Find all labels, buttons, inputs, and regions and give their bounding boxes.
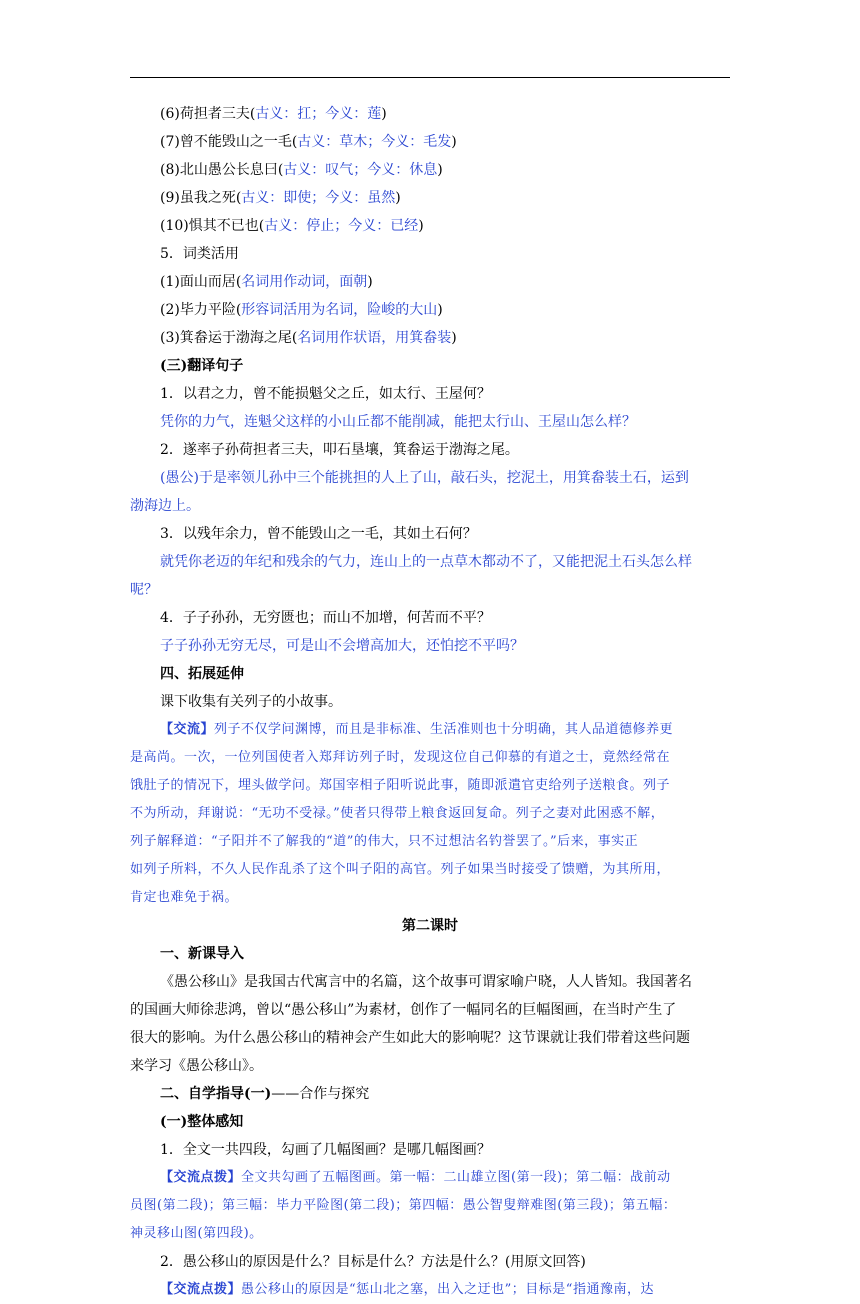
overview-heading: (一)整体感知 [160, 1114, 244, 1130]
vocab-item: (7)曾不能毁山之一毛(古义：草木；今义：毛发) [160, 134, 457, 150]
answer-2-line: 【交流点拨】愚公移山的原因是“惩山北之塞，出入之迂也”；目标是“指通豫南，达 [160, 1282, 654, 1297]
word-class-item: (2)毕力平险(形容词活用为名词，险峻的大山) [160, 302, 443, 318]
translate-answer: 就凭你老迈的年纪和残余的气力，连山上的一点草木都动不了，又能把泥土石头怎么样 [160, 554, 692, 570]
vocab-item: (6)荷担者三夫(古义：扛；今义：莲) [160, 106, 387, 122]
translate-answer: 子子孙孙无穷无尽，可是山不会增高加大，还怕挖不平吗？ [160, 638, 524, 654]
intro-line: 来学习《愚公移山》。 [130, 1058, 263, 1074]
extend-line: 列子解释道：“子阳并不了解我的“道”的伟大，只不过想沽名钓誉罢了。”后来，事实正 [130, 834, 639, 849]
answer-1-line: 神灵移山图(第四段)。 [130, 1226, 263, 1241]
intro-heading: 一、新课导入 [160, 946, 244, 962]
extend-line: 是高尚。一次，一位列国使者入郑拜访列子时，发现这位自己仰慕的有道之士，竟然经常在 [130, 750, 671, 765]
extend-line: 不为所动，拜谢说：“无功不受禄。”使者只得带上粮食返回复命。列子之妻对此困惑不解， [130, 806, 665, 821]
vocab-item: (9)虽我之死(古义：即使；今义：虽然) [160, 190, 401, 206]
document-page [130, 100, 730, 1304]
translate-answer-cont: 呢？ [130, 582, 158, 598]
question-2: 2．愚公移山的原因是什么？目标是什么？方法是什么？(用原文回答) [160, 1254, 586, 1270]
translate-answer: (愚公)于是率领儿孙中三个能挑担的人上了山，敲石头，挖泥土，用箕畚装土石，运到 [160, 470, 689, 486]
translate-answer: 凭你的力气，连魁父这样的小山丘都不能削减，能把太行山、王屋山怎么样？ [160, 414, 636, 430]
vocab-item: (10)惧其不已也(古义：停止；今义：已经) [160, 218, 424, 234]
question-1: 1．全文一共四段，勾画了几幅图画？是哪几幅图画？ [160, 1142, 491, 1158]
extend-line: 肯定也难免于祸。 [130, 890, 239, 905]
extend-line: 饿肚子的情况下，埋头做学问。郑国宰相子阳听说此事，随即派遣官吏给列子送粮食。列子 [130, 778, 671, 793]
translate-question: 4．子子孙孙，无穷匮也；而山不加增，何苦而不平？ [160, 610, 491, 626]
intro-line: 很大的影响。为什么愚公移山的精神会产生如此大的影响呢？这节课就让我们带着这些问题 [130, 1030, 690, 1046]
answer-1-line: 员图(第二段)；第三幅：毕力平险图(第二段)；第四幅：愚公智叟辩难图(第三段)；第五幅： [130, 1198, 677, 1213]
intro-line: 《愚公移山》是我国古代寓言中的名篇，这个故事可谓家喻户晓，人人皆知。我国著名 [160, 974, 692, 990]
extend-line: 【交流】列子不仅学问渊博，而且是非标准、生活准则也十分明确，其人品道德修养更 [160, 722, 674, 737]
word-class-item: (3)箕畚运于渤海之尾(名词用作状语，用箕畚装) [160, 330, 457, 346]
lesson-title: 第二课时 [402, 918, 458, 934]
translate-heading: (三)翻译句子 [160, 358, 244, 374]
extend-prompt: 课下收集有关列子的小故事。 [160, 694, 342, 710]
translate-question: 2．遂率子孙荷担者三夫，叩石垦壤，箕畚运于渤海之尾。 [160, 442, 519, 458]
section-title-word-class: 5．词类活用 [160, 246, 239, 262]
extend-heading: 四、拓展延伸 [160, 666, 244, 682]
vocab-item: (8)北山愚公长息曰(古义：叹气；今义：休息) [160, 162, 443, 178]
guide-heading: 二、自学指导(一)——合作与探究 [160, 1086, 370, 1102]
translate-question: 3．以残年余力，曾不能毁山之一毛，其如土石何？ [160, 526, 477, 542]
intro-line: 的国画大师徐悲鸿，曾以“愚公移山”为素材，创作了一幅同名的巨幅图画，在当时产生了 [130, 1002, 677, 1018]
word-class-item: (1)面山而居(名词用作动词，面朝) [160, 274, 373, 290]
translate-question: 1．以君之力，曾不能损魁父之丘，如太行、王屋何？ [160, 386, 491, 402]
answer-1-line: 【交流点拨】全文共勾画了五幅图画。第一幅：二山雄立图(第一段)；第二幅：战前动 [160, 1170, 671, 1185]
translate-answer-cont: 渤海边上。 [130, 498, 200, 514]
header-rule [130, 77, 730, 78]
extend-line: 如列子所料，不久人民作乱杀了这个叫子阳的高官。列子如果当时接受了馈赠，为其所用， [130, 862, 671, 877]
